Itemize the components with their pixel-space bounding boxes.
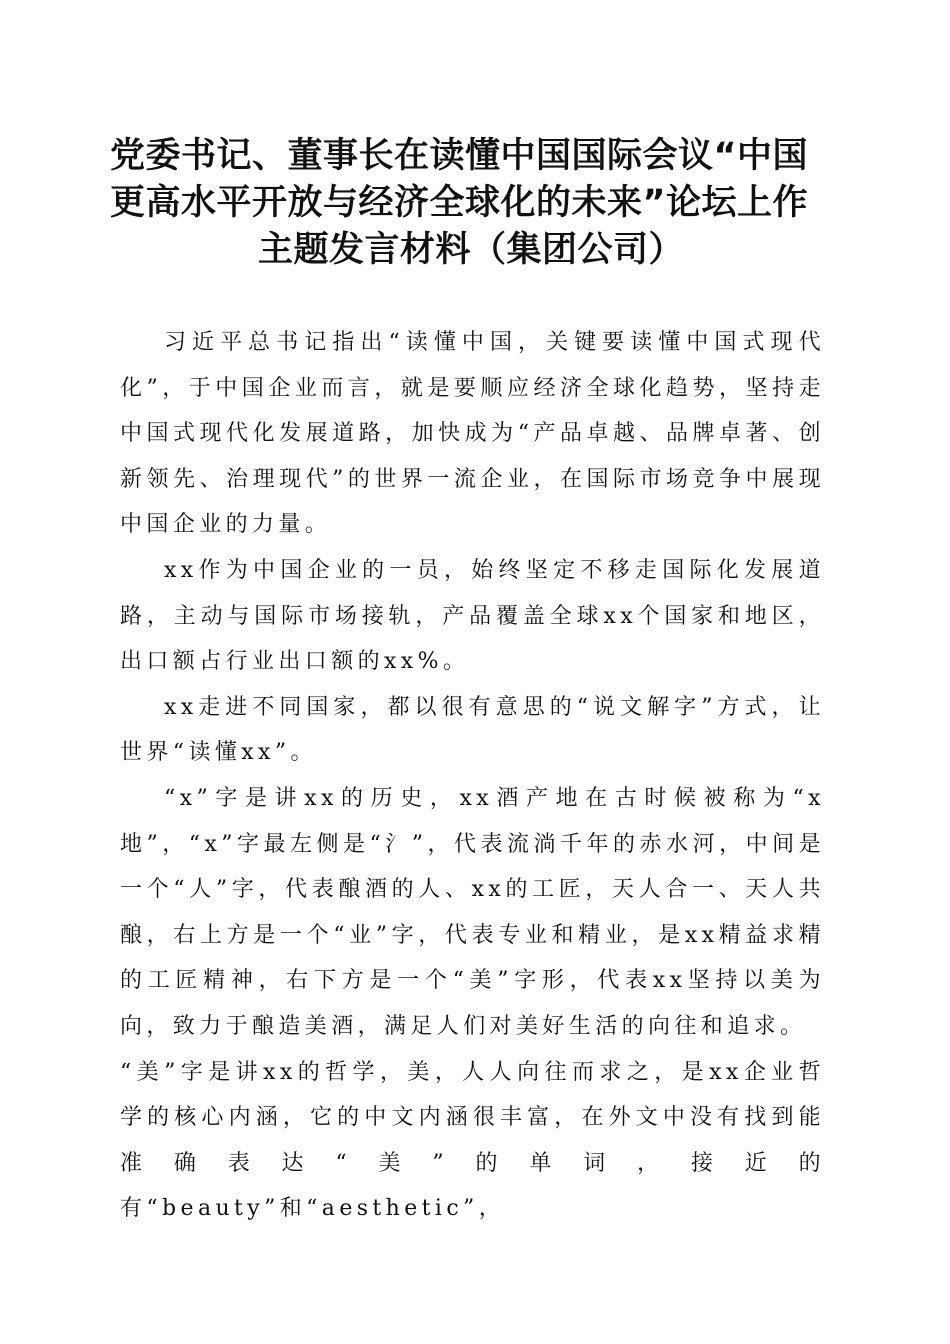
paragraph-1: 习近平总书记指出“读懂中国，关键要读懂中国式现代化”，于中国企业而言，就是要顺应经济全球化趋势，坚持走中国式现代化发展道路，加快成为“产品卓越、品牌卓著、创新领先、治理现代”的世界一流企业，在国际市场竞争中展现中国企业的力量。 [120, 330, 825, 538]
paragraph-4: “x”字是讲xx的历史，xx酒产地在古时候被称为“x地”，“x”字最左侧是“氵”，代表流淌千年的赤水河，中间是一个“人”字，代表酿酒的人、xx的工匠，天人合一、天人共酿，右上方是一个“业”字，代表专业和精业，是xx精益求精的工匠精神，右下方是一个“美”字形，代表xx坚持以美为向，致力于酿造美酒，满足人们对美好生活的向往和追求。 [120, 785, 825, 1039]
paragraph-5: “美”字是讲xx的哲学，美，人人向往而求之，是xx企业哲学的核心内涵，它的中文内涵很丰富，在外文中没有找到能准确表达“美”的单词，接近的有“beauty”和“aesthetic”， [120, 1059, 825, 1222]
paragraph-3: xx走进不同国家，都以很有意思的“说文解字”方式，让世界“读懂xx”。 [120, 694, 825, 766]
title-line-1: 党委书记、董事长在读懂中国国际会议“中国 [110, 136, 809, 176]
document-title [110, 133, 840, 274]
document-body [120, 320, 825, 1232]
paragraph-2: xx作为中国企业的一员，始终坚定不移走国际化发展道路，主动与国际市场接轨，产品覆盖全球xx个国家和地区，出口额占行业出口额的xx%。 [120, 557, 825, 675]
title-line-3: 主题发言材料（集团公司） [258, 230, 685, 270]
title-line-2: 更高水平开放与经济全球化的未来”论坛上作 [110, 183, 809, 223]
